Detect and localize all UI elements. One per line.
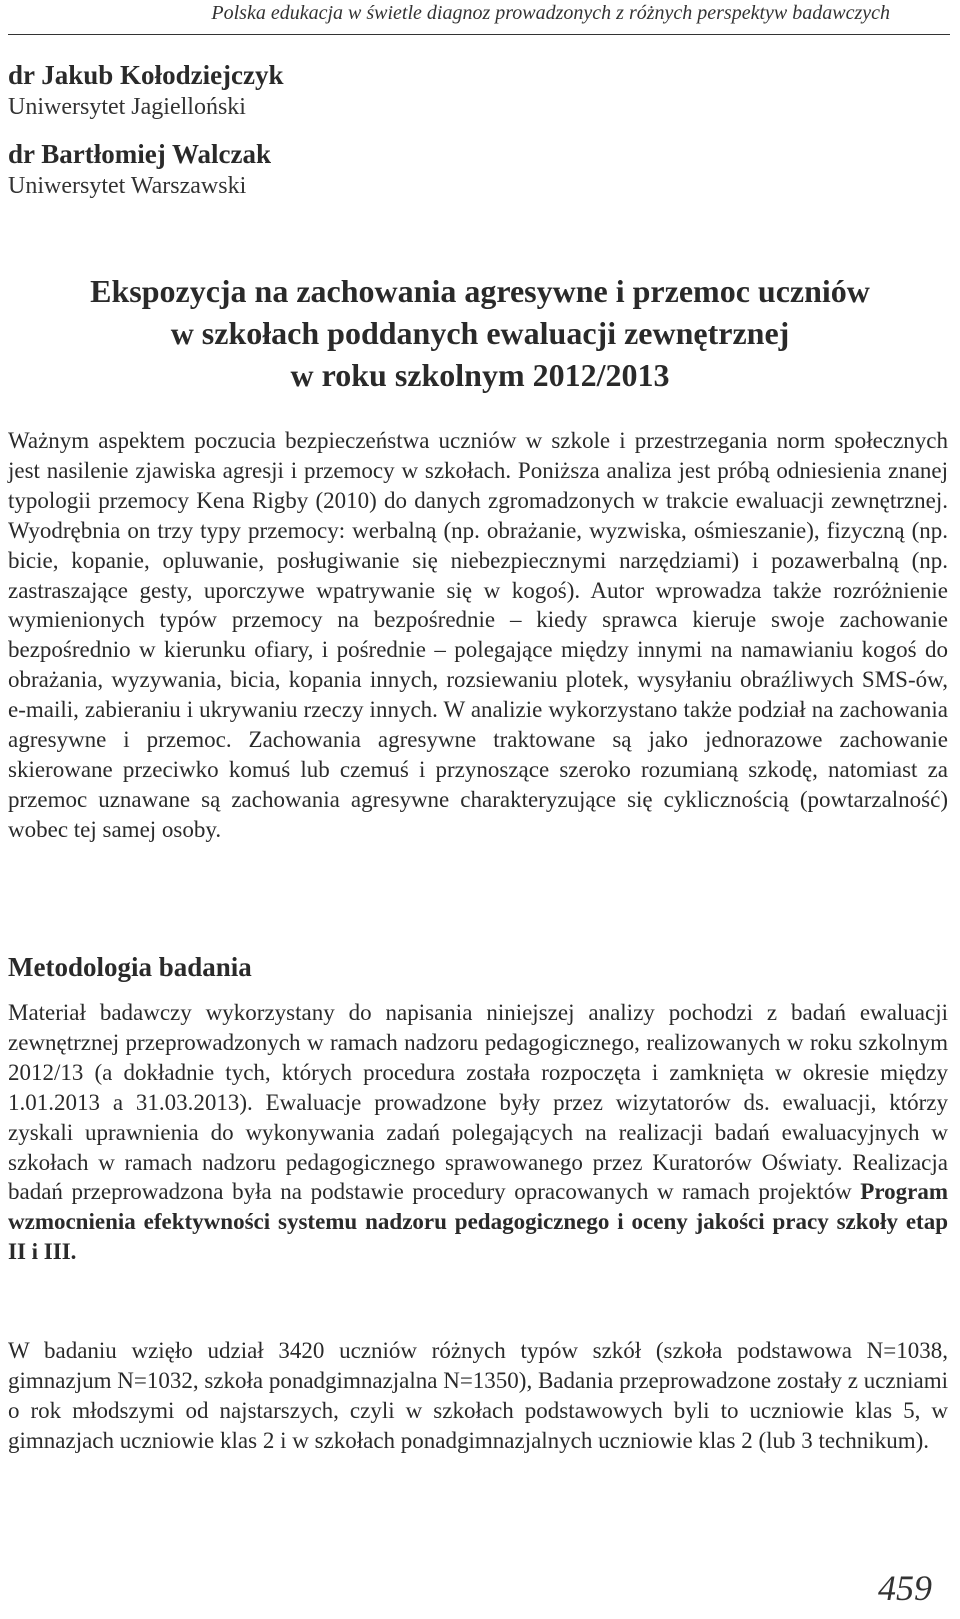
page-number: 459 (878, 1568, 932, 1608)
intro-paragraph (8, 426, 948, 845)
participants-paragraph (8, 1336, 948, 1456)
project-name-emphasis: Program wzmocnienia efektywności systemu nadzoru pedagogicznego i oceny jakości pracy szkoły etap II i III. (8, 1179, 948, 1265)
method-paragraph (8, 998, 948, 1267)
header-rule (8, 34, 950, 35)
title-line: Ekspozycja na zachowania agresywne i przemoc uczniów (90, 273, 870, 309)
title-line: w szkołach poddanych ewaluacji zewnętrznej (170, 315, 790, 351)
author-affiliation: Uniwersytet Warszawski (8, 173, 247, 199)
intro-text: Ważnym aspektem poczucia bezpieczeństwa uczniów w szkole i przestrzegania norm społecznych jest nasilenie zjawiska agresji i przemocy w szkołach. Poniższa analiza jest próbą odniesienia znanej typologii przemocy Kena Rigby (2010) do danych zgromadzonych w trakcie ewaluacji zewnętrznej. Wyodrębnia on trzy typy przemocy: werbalną (np. obrażanie, wyzwiska, ośmieszanie), fizyczną (np. bicie, kopanie, opluwanie, posługiwanie się niebezpiecznymi narzędziami) i pozawerbalną (np. zastraszające gesty, uporczywe wpatrywanie się w kogoś). Autor wprowadza także rozróżnienie wymienionych typów przemocy na bezpośrednie – kiedy sprawca kieruje swoje zachowanie bezpośrednio w kierunku ofiary, i pośrednie – polegające między innymi na namawianiu kogoś do obrażania, wyzywania, bicia, kopania innych, rozsiewaniu plotek, wysyłaniu obraźliwych SMS-ów, e-maili, zabieraniu i ukrywaniu rzeczy innych. W analizie wykorzystano także podział na zachowania agresywne i przemoc. Zachowania agresywne traktowane są jako jednorazowe zachowanie skierowane przeciwko komuś lub czemuś i przynoszące szeroko rozumianą szkodę, natomiast za przemoc uznawane są zachowania agresywne charakteryzujące się cyklicznością (powtarzalność) wobec tej samej osoby. (8, 428, 948, 842)
section-heading: Metodologia badania (8, 952, 252, 982)
article-title (0, 270, 960, 396)
author-name: dr Jakub Kołodziejczyk (8, 60, 284, 90)
authors-block (8, 58, 284, 216)
method-text-body: Materiał badawczy wykorzystany do napisania niniejszej analizy pochodzi z badań ewaluacji zewnętrznej przeprowadzonych w ramach nadzoru pedagogicznego, realizowanych w roku szkolnym 2012/13 (a dokładnie tych, których procedura została rozpoczęta i zamknięta w okresie między 1.01.2013 a 31.03.2013). Ewaluacje prowadzone były przez wizytatorów ds. ewaluacji, którzy zyskali uprawnienia do wykonywania zadań polegających na realizacji badań ewaluacyjnych w szkołach w ramach nadzoru pedagogicznego sprawowanego przez Kuratorów Oświaty. Realizacja badań przeprowadzona była na podstawie procedury opracowanych w ramach projektów (8, 1000, 948, 1205)
method-text (8, 998, 948, 1267)
running-header: Polska edukacja w świetle diagnoz prowadzonych z różnych perspektyw badawczych (211, 2, 890, 24)
participants-text: W badaniu wzięło udział 3420 uczniów różnych typów szkół (szkoła podstawowa N=1038, gimnazjum N=1032, szkoła ponadgimnazjalna N=1350), Badania przeprowadzone zostały z uczniami o rok młodszymi od najstarszych, czyli w szkołach podstawowych byli to uczniowie klas 5, w gimnazjach uczniowie klas 2 i w szkołach ponadgimnazjalnych uczniowie klas 2 (lub 3 technikum). (8, 1338, 948, 1453)
author-affiliation: Uniwersytet Jagielloński (8, 94, 246, 120)
author-name: dr Bartłomiej Walczak (8, 139, 271, 169)
title-line: w roku szkolnym 2012/2013 (290, 357, 670, 393)
